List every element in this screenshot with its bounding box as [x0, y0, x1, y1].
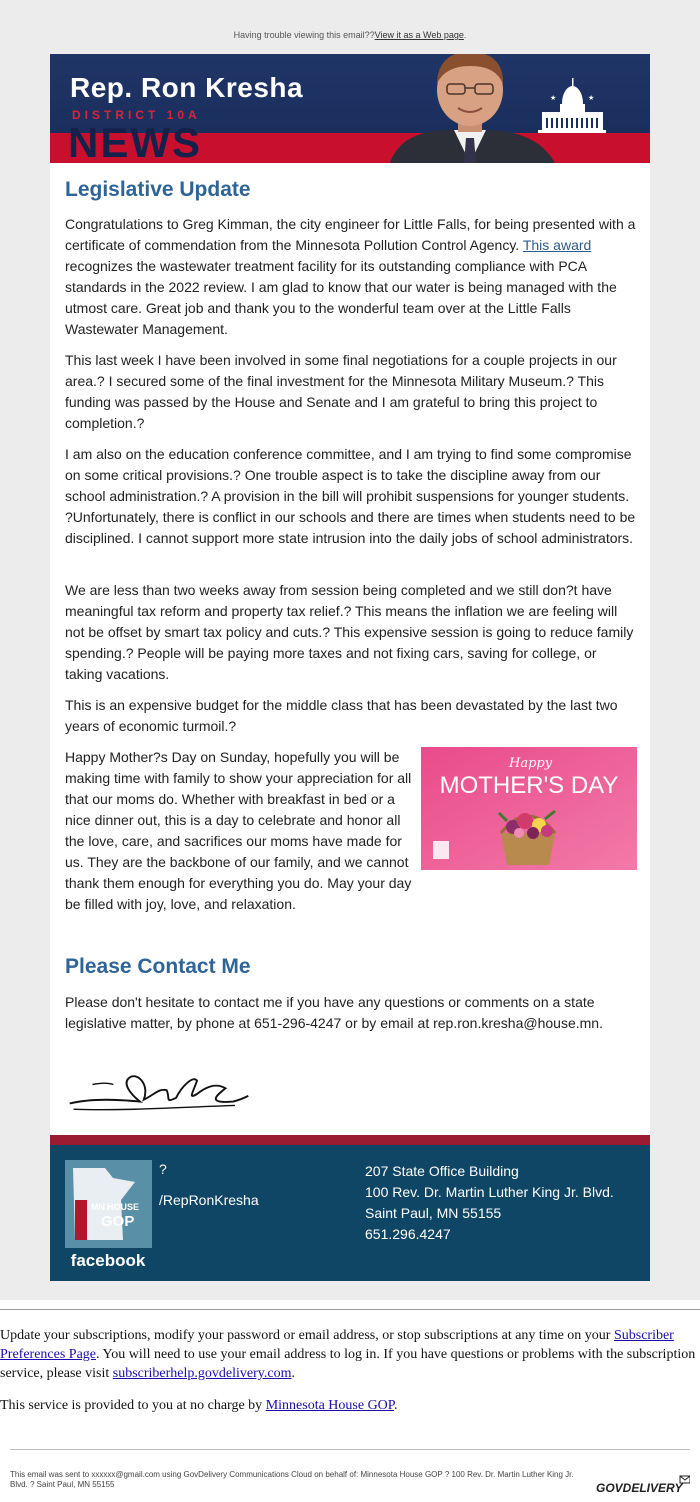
update-paragraph-3: I am also on the education conference committee, and I am trying to find some compromise on some critical provisions.? One trouble aspect is to take the discipline away from our school administration.? A provision in the bill will prohibit suspensions for younger students. ?Unfortunately, there is conflict in our schools and there are times when students need to be disciplined. I cannot support more state intrusion into the daily jobs of school administrators. [65, 446, 636, 546]
subscription-paragraph [0, 1326, 700, 1383]
mothers-day-paragraph [65, 747, 637, 915]
sent-to-fine-print: This email was sent to xxxxxx@gmail.com using GovDelivery Communications Cloud on behalf of: Minnesota House GOP ? 100 Rev. Dr. Martin Luther King Jr. Blvd. ? Saint Paul, MN 55155 [10, 1470, 574, 1489]
banner-news-word: NEWS [68, 119, 202, 163]
minnesota-house-gop-link[interactable]: Minnesota House GOP [265, 1398, 395, 1413]
mothers-day-script: Happy [509, 756, 553, 771]
please-contact-heading: Please Contact Me [65, 955, 251, 978]
logo-gop-text: GOP [101, 1213, 135, 1230]
footer-contact-box [50, 1135, 650, 1281]
subscription-divider [0, 1309, 700, 1310]
legislative-update-heading: Legislative Update [65, 178, 251, 201]
mothers-day-text: Happy Mother?s Day on Sunday, hopefully you will be making time with family to show your appreciation for all that our moms do. Whether with breakfast in bed or a nice dinner out, this is a day to celebrate and honor all the love, care, and sacrifices our moms have made for us. They are the backbone of our family, and we cannot thank them enough for everything you do. May your day be filled with joy, love, and relaxation. [65, 749, 412, 912]
signature-image [64, 1064, 254, 1124]
logo-house-text: HOUSE [107, 1202, 140, 1212]
view-web-page-link[interactable]: View it as a Web page [374, 30, 464, 40]
service-text: This service is provided to you at no charge by [0, 1398, 266, 1413]
subscription-text-mid: . You will need to use your email address to log in. If you have questions or problems with the subscription service, please visit [0, 1347, 696, 1381]
banner-rep-name: Rep. Ron Kresha [70, 72, 304, 103]
address-line-1: 207 State Office Building [365, 1163, 519, 1179]
update-p1-end: recognizes the wastewater treatment facility for its outstanding compliance with PCA standards in the 2022 review. I am glad to know that our water is being managed with the utmost care. Great job and thank you to the wonderful team over at the Little Falls Wastewater Management. [65, 258, 617, 337]
svg-text:★: ★ [550, 95, 557, 102]
subscription-text-start: Update your subscriptions, modify your password or email address, or stop subscriptions at any time on your [0, 1328, 614, 1343]
address-line-2: 100 Rev. Dr. Martin Luther King Jr. Blvd. [365, 1184, 614, 1200]
svg-text:★: ★ [588, 95, 595, 102]
govdelivery-logo[interactable] [596, 1474, 690, 1496]
update-paragraph-2: This last week I have been involved in some final negotiations for a couple projects in our area.? I secured some of the final investment for the Minnesota Military Museum.? This funding was passed by the House and Senate and I am grateful to bring this project to completion.? [65, 352, 617, 431]
update-paragraph-1 [65, 214, 637, 340]
update-p1-start: Congratulations to Greg Kimman, the city engineer for Little Falls, for being presented with a certificate of commendation from the Minnesota Pollution Control Agency. [65, 216, 636, 253]
update-paragraph-5: This is an expensive budget for the middle class that has been devastated by the last two years of economic turmoil.? [65, 697, 618, 734]
fine-print-divider [10, 1449, 690, 1450]
footer-red-stripe [50, 1135, 650, 1145]
mothers-day-image [421, 747, 637, 870]
logo-mn-text: MN [91, 1202, 105, 1212]
service-text-end: . [394, 1398, 398, 1413]
this-award-link[interactable]: This award [522, 237, 592, 253]
update-paragraph-4: We are less than two weeks away from session being completed and we still don?t have meaningful tax reform and property tax relief.? This means the inflation we are feeling will not be offset by smart tax policy and cuts.? This expensive session is going to reduce family spending.? People will be paying more taxes and not fixing cars, saving for college, or taking vacations. [65, 582, 634, 682]
subscription-text-end: . [291, 1366, 295, 1381]
subscriber-preferences-link[interactable]: Subscriber Preferences Page [0, 1328, 674, 1362]
govdelivery-text: GOVDELIVERY [596, 1481, 683, 1495]
subscriberhelp-link[interactable]: subscriberhelp.govdelivery.com [112, 1366, 292, 1381]
header-banner [50, 54, 650, 163]
logo-facebook-caption: facebook [70, 1251, 146, 1270]
banner-district: DISTRICT 10A [72, 108, 201, 122]
facebook-handle-link[interactable]: /RepRonKresha [159, 1192, 259, 1208]
subscription-footer [0, 1300, 700, 1502]
trouble-viewing-text: Having trouble viewing this email?? [233, 30, 375, 40]
contact-paragraph: Please don't hesitate to contact me if you have any questions or comments on a state legislative matter, by phone at 651-296-4247 or by email at rep.ron.kresha@house.mn. [65, 994, 603, 1031]
service-provided-line [0, 1396, 700, 1415]
capitol-building-icon [538, 78, 606, 134]
trouble-viewing-line [0, 30, 700, 40]
address-phone: 651.296.4247 [365, 1226, 451, 1242]
mothers-day-title: MOTHER'S DAY [439, 772, 619, 799]
mn-house-gop-facebook-logo[interactable] [65, 1160, 152, 1270]
office-address [365, 1161, 614, 1245]
footer-question-mark: ? [159, 1161, 167, 1177]
address-line-3: Saint Paul, MN 55155 [365, 1205, 502, 1221]
trouble-viewing-end: . [463, 30, 467, 40]
